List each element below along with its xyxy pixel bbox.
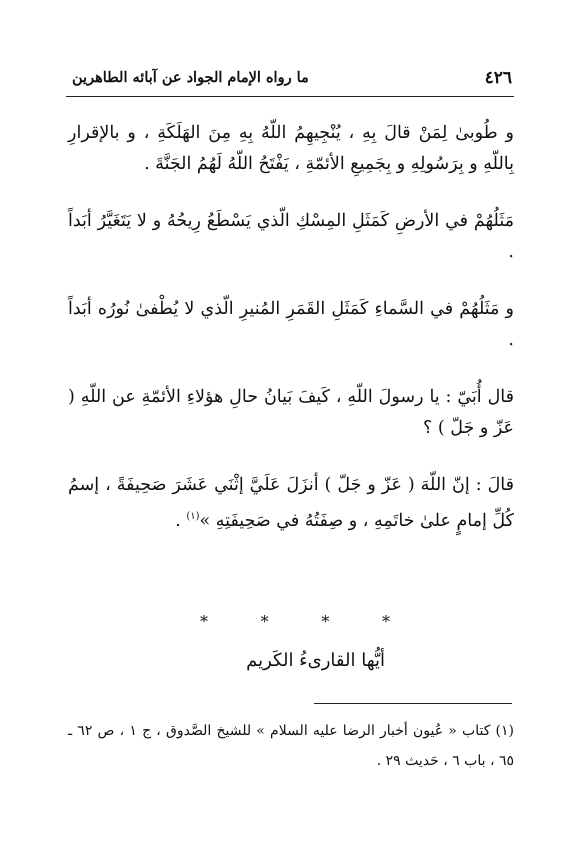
footnote-rule xyxy=(314,703,512,704)
page-header xyxy=(72,66,512,92)
paragraph-3: و مَثَلُهُمْ في السَّماءِ كَمَثَلِ القَمَرِ المُنيرِ الّذي لا يُطْفىٰ نُورُه أبَداً . xyxy=(68,299,514,350)
footnote: (١) كتاب « عُيون أخبار الرضا عليه السلام » للشيخ الصَّدوق ، ج ١ ، ص ٦٢ ـ ٦٥ ، باب ٦ ، حَديث ٢٩ . xyxy=(68,723,515,769)
separator-star: * xyxy=(200,612,208,631)
paragraph-2: مَثَلُهُمْ في الأرضِ كَمَثَلِ المِسْكِ الّذي يَسْطَعُ رِيحُهُ و لا يَتَغَيَّرُ أبَداً . xyxy=(68,211,514,262)
paragraph-1: و طُوبىٰ لِمَنْ قالَ بِهِ ، يُنْجِيهِمُ اللّهُ بِهِ مِنَ الهَلَكَةِ ، و بالإقرارِ بِاللّهِ و بِرَسُولِهِ و بِجَمِيعِ الأئمّةِ ، يَفْتَحُ اللّهُ لَهُمُ الجَنَّةَ . xyxy=(68,123,514,174)
running-title: ما رواه الإمام الجواد عن آبائه الطاهرين xyxy=(72,69,309,86)
separator-star: * xyxy=(260,612,269,631)
paragraph-5 xyxy=(68,470,514,537)
separator-star: * xyxy=(321,612,330,631)
paragraph-5-end: . xyxy=(175,510,187,531)
paragraph-4: قال أُبَيّ : يا رسولَ اللّهِ ، كَيفَ بَيانُ حالِ هؤلاءِ الأئمّةِ عن اللّهِ ( عَزّ و جَلّ ) ؟ xyxy=(68,387,514,438)
section-separator xyxy=(200,612,390,631)
footnote-marker: (١) xyxy=(186,511,200,522)
page-number: ٤٢٦ xyxy=(484,68,512,88)
header-rule xyxy=(66,96,514,97)
closing-heading: أيُّها القارىءُ الكَريم xyxy=(246,650,385,671)
paragraph-5-text: قالَ : إنّ اللّهَ ( عَزّ و جَلّ ) أنزَلَ عَلَيَّ إثْنَي عَشَرَ صَحِيفَةً ، إسمُ كُلِّ إمامٍ علىٰ خاتَمِهِ ، و صِفَتُهُ في صَحِيفَتِهِ » xyxy=(68,475,514,531)
body-text xyxy=(68,118,514,537)
separator-star: * xyxy=(381,612,390,631)
